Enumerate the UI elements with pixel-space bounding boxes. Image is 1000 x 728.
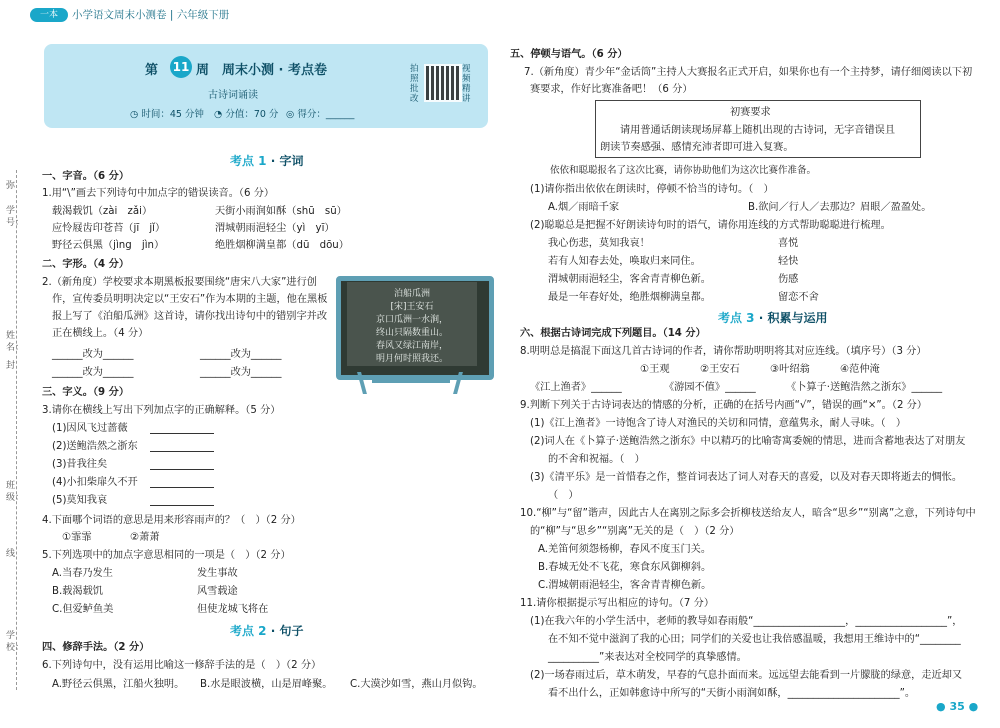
page-title: 周末小测 · 考点卷: [222, 63, 327, 78]
q5-option[interactable]: A.当春乃发生: [52, 568, 113, 579]
q7-note: 依依和聪聪报名了这次比赛，请你协助他们为这次比赛作准备。: [550, 165, 817, 176]
q2-answer-blank[interactable]: ______改为______: [52, 367, 134, 378]
q6-prompt: 6.下列诗句中，没有运用比喻这一修辞手法的是（ ）（2 分）: [42, 660, 322, 671]
q1-prompt: 1.用“\”画去下列诗句中加点字的错误读音。（6 分）: [42, 188, 275, 199]
easel-bar: [372, 380, 450, 383]
part-five-heading: 五、停顿与语气。（6 分）: [510, 49, 628, 60]
q11-line[interactable]: (1)在我六年的小学生活中，老师的教导如春雨般“__________________，__________________”，: [530, 616, 963, 627]
q10-option[interactable]: A.羌笛何须怨杨柳，春风不度玉门关。: [538, 544, 712, 555]
q8-author: ②王安石: [700, 364, 740, 375]
q9-prompt: 9.判断下列关于古诗词表达的情感的分析，正确的在括号内画“√”，错误的画“×”。（2 分）: [520, 400, 928, 411]
poem-line: 明月何时照我还。: [375, 354, 448, 364]
q5-option-pair: 发生事故: [197, 568, 238, 579]
q7-2-line[interactable]: 最是一年春好处，绝胜烟柳满皇都。: [548, 292, 711, 303]
part-six-heading: 六、根据古诗词完成下列题目。（14 分）: [520, 328, 706, 339]
q7-line: 7.（新角度）青少年“金话筒”主持人大赛报名正式开启，如果你也有一个主持梦，请仔细阅读以下初: [524, 67, 973, 78]
poem-title: 泊船瓜洲: [393, 289, 430, 299]
q7-2-tone[interactable]: 伤感: [778, 274, 799, 285]
q1-item: 绝胜烟柳满皇都（dū dōu）: [215, 240, 349, 251]
q5-option-pair: 但使龙城飞将在: [197, 604, 269, 615]
q8-poem-blank[interactable]: 《卜算子·送鲍浩然之浙东》______: [786, 382, 943, 393]
q3-item: (5)莫知我哀: [52, 495, 108, 506]
q7-2-prompt: (2)聪聪总是把握不好朗读诗句时的语气，请你用连线的方式帮助聪聪进行梳理。: [530, 220, 891, 231]
brand-logo: 一本: [30, 8, 68, 22]
q11-prompt: 11.请你根据提示写出相应的诗句。（7 分）: [520, 598, 715, 609]
q6-option[interactable]: A.野径云俱黑，江船火独明。: [52, 679, 185, 690]
q1-item: 渭城朝雨浥轻尘（yì yī）: [215, 223, 335, 234]
q1-item: 天街小雨润如酥（shū sū）: [215, 206, 347, 217]
q7-2-tone[interactable]: 喜悦: [778, 238, 799, 249]
q3-answer-line[interactable]: [150, 505, 214, 506]
q5-option[interactable]: C.但爱鲈鱼美: [52, 604, 114, 615]
q7-1-prompt: (1)请你指出依依在朗读时，停顿不恰当的诗句。（ ）: [530, 184, 774, 195]
part-four-heading: 四、修辞手法。（2 分）: [42, 642, 150, 653]
q11-line[interactable]: __________”来表达对全校同学的真挚感情。: [548, 652, 747, 663]
q3-answer-line[interactable]: [150, 469, 214, 470]
q2-answer-blank[interactable]: ______改为______: [52, 349, 134, 360]
q4-prompt: 4.下面哪个词语的意思是用来形容雨声的？（ ）（2 分）: [42, 515, 301, 526]
q9-line: (3)《清平乐》是一首惜春之作，整首词表达了词人对春天的喜爱，以及对春天即将逝去的惆怅。: [530, 472, 963, 483]
part-two-heading: 二、字形。（4 分）: [42, 259, 130, 270]
week-number-badge: 11: [170, 56, 192, 78]
q2-answer-blank[interactable]: ______改为______: [200, 349, 282, 360]
q10-option[interactable]: C.渭城朝雨浥轻尘，客舍青青柳色新。: [538, 580, 712, 591]
q11-line[interactable]: 看不出什么，正如韩愈诗中所写的“天街小雨润如酥，______________________”。: [548, 688, 916, 699]
seal-char-2: 封: [6, 361, 16, 371]
q7-2-tone[interactable]: 留恋不舍: [778, 292, 819, 303]
class-label: 班级：: [6, 481, 25, 503]
brand-title: 小学语文周末小测卷 | 六年级下册: [72, 9, 230, 21]
q6-option[interactable]: B.水是眼波横，山是眉峰聚。: [200, 679, 333, 690]
seal-char-3: 线: [6, 549, 16, 559]
q4-option[interactable]: ①霏霏: [62, 532, 92, 543]
q5-option[interactable]: B.载渴载饥: [52, 586, 103, 597]
poem-line: 终山只隔数重山。: [375, 328, 448, 338]
name-label: 姓名：: [6, 331, 25, 353]
q8-author: ④范仲淹: [840, 364, 880, 375]
q9-line: (1)《江上渔者》一诗饱含了诗人对渔民的关切和同情，意蕴隽永，耐人寻味。（ ）: [530, 418, 907, 429]
score-info: ◔ 分值：70 分: [214, 109, 279, 120]
qr-right-label: 视频精讲: [462, 64, 471, 104]
q3-item: (3)昔我往矣: [52, 459, 108, 470]
q5-prompt: 5.下列选项中的加点字意思相同的一项是（ ）（2 分）: [42, 550, 291, 561]
q7-1-option[interactable]: B.欲问／行人／去那边？眉眼／盈盈处。: [748, 202, 932, 213]
qr-left-label: 拍照批改: [410, 64, 419, 104]
student-id-label: 学号：: [6, 206, 25, 228]
poem-line: 京口瓜洲一水涧，: [375, 315, 448, 325]
q2-line: 2.（新角度）学校要求本期黑板报要围绕“唐宋八大家”进行创: [42, 277, 317, 288]
seal-char-1: 弥: [6, 181, 16, 191]
week-prefix: 第: [145, 63, 159, 78]
q11-line[interactable]: 在不知不觉中滋润了我的心田；同学们的关爱也让我倍感温暖，我想用王维诗中的“________: [548, 634, 961, 645]
q8-poem-blank[interactable]: 《游园不值》______: [664, 382, 756, 393]
q8-author: ①王观: [640, 364, 670, 375]
poem-line: 春风又绿江南岸，: [375, 341, 448, 351]
q11-line: (2)一场春雨过后，草木萌发，早春的气息扑面而来。远远望去能看到一片朦胧的绿意，走近却又: [530, 670, 963, 681]
q1-item: 应怜屐齿印苍苔（jī jǐ）: [52, 223, 166, 234]
school-label: 学校：: [6, 631, 25, 653]
q7-2-tone[interactable]: 轻快: [778, 256, 799, 267]
q3-item: (4)小扣柴扉久不开: [52, 477, 138, 488]
q2-line: 作，宣传委员明明决定以“王安石”作为本期的主题，他在黑板: [52, 294, 328, 305]
q3-answer-line[interactable]: [150, 487, 214, 488]
page-number: ● 35 ●: [936, 700, 979, 713]
q3-answer-line[interactable]: [150, 433, 214, 434]
q7-2-line[interactable]: 我心伤悲，莫知我哀！: [548, 238, 650, 249]
got-score-info: ◎ 得分：______: [286, 109, 355, 120]
binding-line: [16, 170, 17, 690]
q5-option-pair: 风雪载途: [197, 586, 238, 597]
q8-poem-blank[interactable]: 《江上渔者》______: [530, 382, 622, 393]
q10-option[interactable]: B.春城无处不飞花，寒食东风御柳斜。: [538, 562, 712, 573]
week-suffix: 周: [196, 63, 210, 78]
q1-item: 载渴载饥（zài zǎi）: [52, 206, 153, 217]
section-3-heading: 考点 3 · 积累与运用: [718, 311, 828, 325]
q10-line: 10.“柳”与“留”谐声，因此古人在离别之际多会折柳枝送给友人，暗含“思乡”“别离”之意，下列诗句中: [520, 508, 976, 519]
rules-title: 初赛要求: [730, 107, 771, 118]
part-three-heading: 三、字义。（9 分）: [42, 387, 130, 398]
qr-code-icon[interactable]: [424, 64, 462, 102]
q10-line: 的“柳”与“思乡”“别离”无关的是（ ）（2 分）: [530, 526, 740, 537]
section-2-heading: 考点 2 · 句子: [230, 624, 304, 638]
q1-item: 野径云俱黑（jìng jìn）: [52, 240, 165, 251]
q4-option[interactable]: ②萧萧: [130, 532, 160, 543]
q3-item: (2)送鲍浩然之浙东: [52, 441, 138, 452]
q8-prompt: 8.明明总是搞混下面这几首古诗词的作者，请你帮助明明将其对应连线。（填序号）（3 分）: [520, 346, 927, 357]
q9-line: 的不舍和祝福。（ ）: [548, 454, 645, 465]
q2-answer-blank[interactable]: ______改为______: [200, 367, 282, 378]
rules-line: 朗读节奏感强、感情充沛者即可进入复赛。: [600, 142, 794, 153]
q7-2-line[interactable]: 渭城朝雨浥轻尘，客舍青青柳色新。: [548, 274, 711, 285]
q7-line: 赛要求，作好比赛准备吧！（6 分）: [530, 84, 693, 95]
q2-line: 正在横线上。（4 分）: [52, 328, 149, 339]
q7-1-option[interactable]: A.烟／雨暗千家: [548, 202, 620, 213]
target-icon: ◎: [286, 109, 295, 120]
time-info: ◷ 时间：45 分钟: [130, 109, 204, 120]
q9-line: (2)词人在《卜算子·送鲍浩然之浙东》中以精巧的比喻寄寓委婉的情思，进而含蓄地表达了对朋友: [530, 436, 966, 447]
pie-icon: ◔: [214, 109, 223, 120]
q6-option[interactable]: C.大漠沙如雪，燕山月似钩。: [350, 679, 483, 690]
q8-author: ③叶绍翁: [770, 364, 810, 375]
q3-item: (1)因风飞过蔷薇: [52, 423, 128, 434]
q2-line: 报上写了《泊船瓜洲》这首诗，请你找出诗句中的错别字并改: [52, 311, 328, 322]
clock-icon: ◷: [130, 109, 139, 120]
poem-author: [宋]王安石: [390, 302, 434, 312]
page-subtitle: 古诗词诵读: [208, 90, 258, 101]
q3-answer-line[interactable]: [150, 451, 214, 452]
rules-line: 请用普通话朗读现场屏幕上随机出现的古诗词，无字音错误且: [620, 125, 896, 136]
q9-line: （ ）: [548, 490, 579, 501]
section-1-heading: 考点 1 · 字词: [230, 154, 304, 168]
q7-2-line[interactable]: 若有人知春去处，唤取归来同住。: [548, 256, 701, 267]
q3-prompt: 3.请你在横线上写出下列加点字的正确解释。（5 分）: [42, 405, 281, 416]
part-one-heading: 一、字音。（6 分）: [42, 171, 130, 182]
